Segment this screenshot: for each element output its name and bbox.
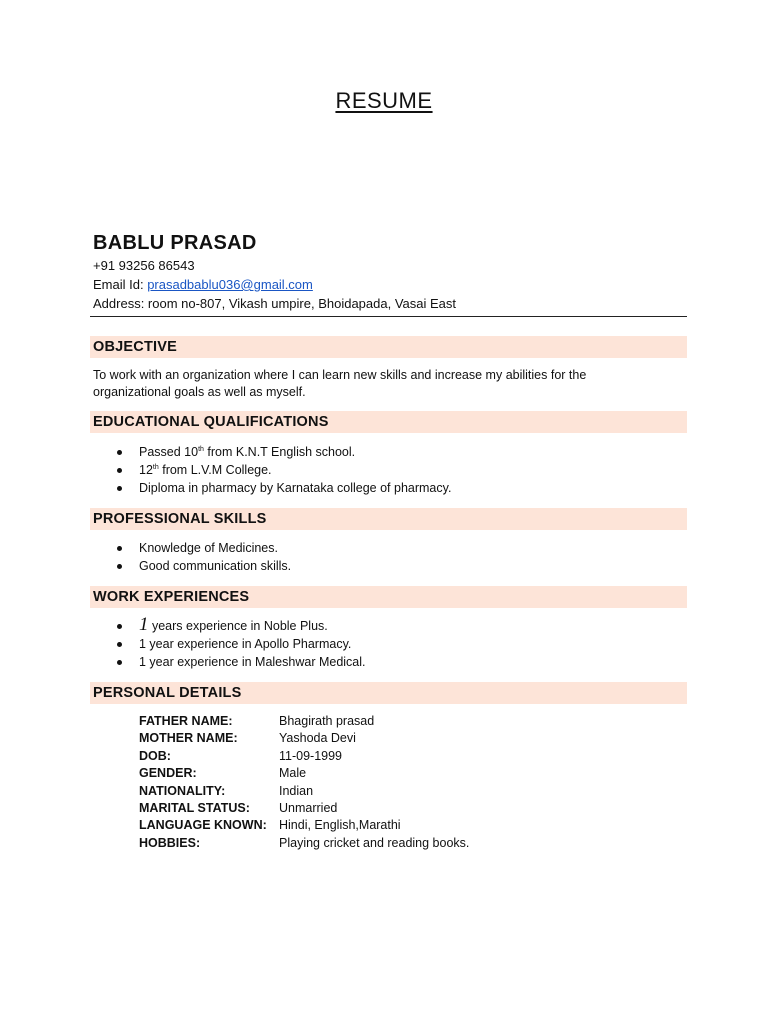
- detail-key: LANGUAGE KNOWN:: [139, 818, 267, 833]
- detail-value: Yashoda Devi: [279, 731, 356, 746]
- personal-details-table: [139, 713, 469, 852]
- detail-value: Male: [279, 766, 307, 781]
- skill-item-text: Knowledge of Medicines.: [139, 541, 278, 555]
- experience-item-text: 1 year experience in Apollo Pharmacy.: [139, 637, 352, 651]
- detail-key: MARITAL STATUS:: [139, 800, 250, 815]
- ordinal-suffix: th: [152, 464, 159, 471]
- detail-row: [139, 783, 469, 800]
- phone-number: +91 93256 86543: [93, 258, 195, 273]
- education-item-text: from L.V.M College.: [158, 463, 272, 477]
- list-item: [117, 461, 451, 479]
- contact-header: [93, 230, 687, 313]
- detail-key: DOB:: [139, 748, 171, 763]
- detail-value: Bhagirath prasad: [279, 714, 375, 728]
- list-item: [117, 653, 366, 671]
- detail-row: [139, 817, 469, 834]
- email-link[interactable]: prasadbablu036@gmail.com: [147, 277, 313, 292]
- education-item-text: from K.N.T English school.: [203, 445, 356, 459]
- detail-key: MOTHER NAME:: [139, 731, 238, 746]
- email-label: Email Id:: [93, 277, 148, 292]
- address-line: Address: room no-807, Vikash umpire, Bhoidapada, Vasai East: [93, 296, 457, 311]
- list-item: [117, 635, 366, 653]
- education-item-text: Diploma in pharmacy by Karnataka college of pharmacy.: [139, 481, 452, 495]
- detail-key: GENDER:: [139, 766, 197, 781]
- detail-value: Playing cricket and reading books.: [279, 835, 470, 850]
- ordinal-suffix: th: [198, 446, 204, 453]
- list-item: [117, 557, 291, 575]
- education-item-text: 12: [139, 463, 153, 477]
- detail-row: [139, 713, 469, 730]
- list-item: [117, 479, 451, 497]
- detail-row: [139, 730, 469, 747]
- email-line: [93, 275, 687, 294]
- experience-list: [117, 614, 366, 671]
- page-title: RESUME: [335, 88, 433, 113]
- detail-value: Unmarried: [279, 800, 338, 815]
- candidate-name: BABLU PRASAD: [93, 232, 257, 254]
- list-item: [117, 443, 451, 461]
- education-list: [117, 443, 451, 497]
- list-item: [117, 614, 366, 635]
- detail-key: HOBBIES:: [139, 835, 201, 850]
- education-item-text: Passed 10: [139, 445, 199, 459]
- detail-row: [139, 765, 469, 782]
- experience-item-text: 1 year experience in Maleshwar Medical.: [139, 655, 366, 669]
- detail-row: [139, 835, 469, 852]
- list-item: [117, 539, 291, 557]
- objective-text: To work with an organization where I can learn new skills and increase my abilities for the organizational goals as well as myself.: [93, 368, 587, 399]
- detail-row: [139, 800, 469, 817]
- skill-item-text: Good communication skills.: [139, 559, 292, 573]
- detail-value: Hindi, English,Marathi: [279, 818, 401, 833]
- detail-key: FATHER NAME:: [139, 714, 233, 728]
- detail-value: Indian: [279, 783, 314, 798]
- experience-heading: WORK EXPERIENCES: [90, 586, 687, 608]
- header-divider: [90, 316, 687, 317]
- education-heading: EDUCATIONAL QUALIFICATIONS: [90, 411, 687, 433]
- experience-item-text: years experience in Noble Plus.: [148, 619, 328, 633]
- objective-heading: OBJECTIVE: [90, 336, 687, 358]
- detail-row: [139, 748, 469, 765]
- skills-heading: PROFESSIONAL SKILLS: [90, 508, 687, 530]
- personal-heading: PERSONAL DETAILS: [90, 682, 687, 704]
- experience-years-digit: 1: [139, 614, 149, 635]
- detail-value: 11-09-1999: [279, 748, 343, 763]
- skills-list: [117, 539, 291, 575]
- detail-key: NATIONALITY:: [139, 783, 226, 798]
